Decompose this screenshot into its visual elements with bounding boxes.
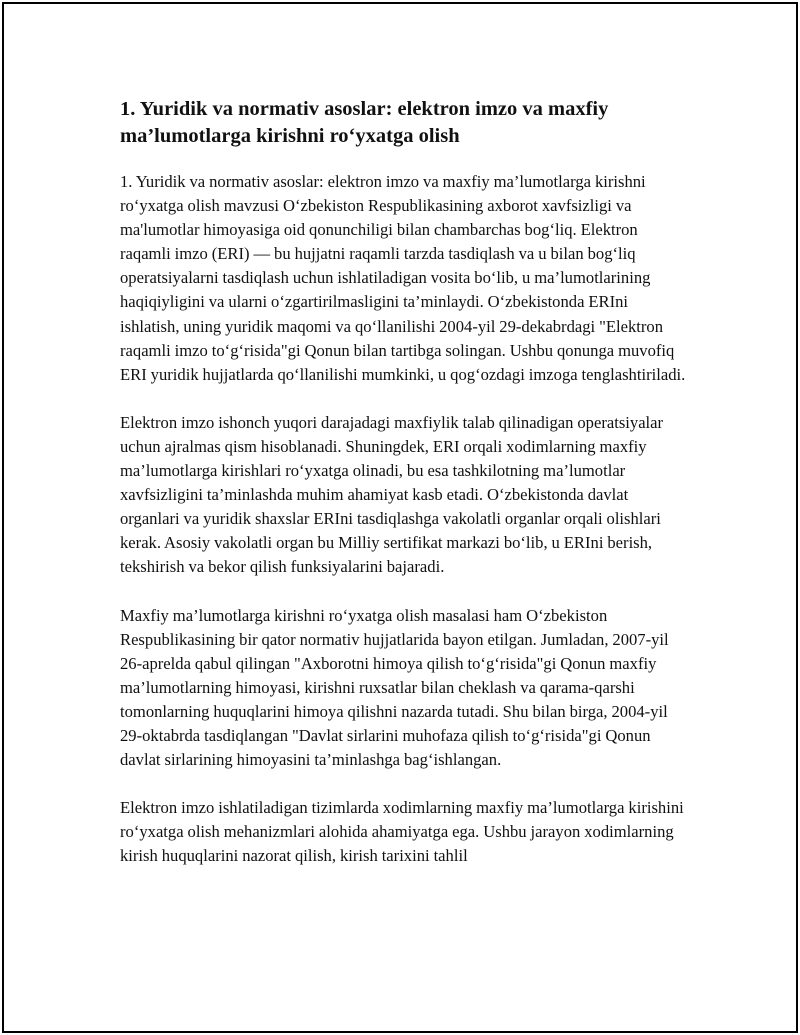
document-content bbox=[120, 96, 690, 892]
document-title: 1. Yuridik va normativ asoslar: elektron imzo va maxfiy ma’lumotlarga kirishni ro‘yxatga olish bbox=[120, 98, 609, 147]
paragraph-3: Maxfiy ma’lumotlarga kirishni ro‘yxatga olish masalasi ham O‘zbekiston Respublikasining bir qator normativ hujjatlarida bayon etilgan. Jumladan, 2007-yil 26-aprelda qabul qilingan "Axborotni himoya qilish to‘g‘risida"gi Qonun maxfiy ma’lumotlarning himoyasi, kirishni ruxsatlar bilan cheklash va qarama-qarshi tomonlarning huquqlarini himoya qilishni nazarda tutadi. Shu bilan birga, 2004-yil 29-oktabrda tasdiqlangan "Davlat sirlarini muhofaza qilish to‘g‘risida"gi Qonun davlat sirlarining himoyasini ta’minlashga bag‘ishlangan. bbox=[120, 605, 669, 770]
paragraph-4: Elektron imzo ishlatiladigan tizimlarda xodimlarning maxfiy ma’lumotlarga kirishini ro‘yxatga olish mehanizmlari alohida ahamiyatga ega. Ushbu jarayon xodimlarning kirish huquqlarini nazorat qilish, kirish tarixini tahlil bbox=[120, 798, 684, 866]
paragraph-2: Elektron imzo ishonch yuqori darajadagi maxfiylik talab qilinadigan operatsiyalar uchun ajralmas qism hisoblanadi. Shuningdek, ERI orqali xodimlarning maxfiy ma’lumotlarga kirishlari ro‘yxatga olinadi, bu esa tashkilotning ma’lumotlar xavfsizligini ta’minlashda muhim ahamiyat kasb etadi. O‘zbekistonda davlat organlari va yuridik shaxslar ERIni tasdiqlashga vakolatli organlar orqali olishlari kerak. Asosiy vakolatli organ bu Milliy sertifikat markazi bo‘lib, u ERIni berish, tekshirish va bekor qilish funksiyalarini bajaradi. bbox=[120, 412, 664, 577]
document-page bbox=[2, 2, 798, 1033]
paragraph-1: 1. Yuridik va normativ asoslar: elektron imzo va maxfiy ma’lumotlarga kirishni ro‘yxatga olish mavzusi O‘zbekiston Respublikasining axborot xavfsizligi va ma'lumotlar himoyasiga oid qonunchiligi bilan chambarchas bog‘liq. Elektron raqamli imzo (ERI) — bu hujjatni raqamli tarzda tasdiqlash va u bilan bog‘liq operatsiyalarni tasdiqlash uchun ishlatiladigan vosita bo‘lib, u ma’lumotlarining haqiqiyligini va ularni o‘zgartirilmasligini ta’minlaydi. O‘zbekistonda ERIni ishlatish, uning yuridik maqomi va qo‘llanilishi 2004-yil 29-dekabrdagi "Elektron raqamli imzo to‘g‘risida"gi Qonun bilan tartibga solingan. Ushbu qonunga muvofiq ERI yuridik hujjatlarda qo‘llanilishi mumkinki, u qog‘ozdagi imzoga tenglashtiriladi. bbox=[120, 172, 686, 384]
